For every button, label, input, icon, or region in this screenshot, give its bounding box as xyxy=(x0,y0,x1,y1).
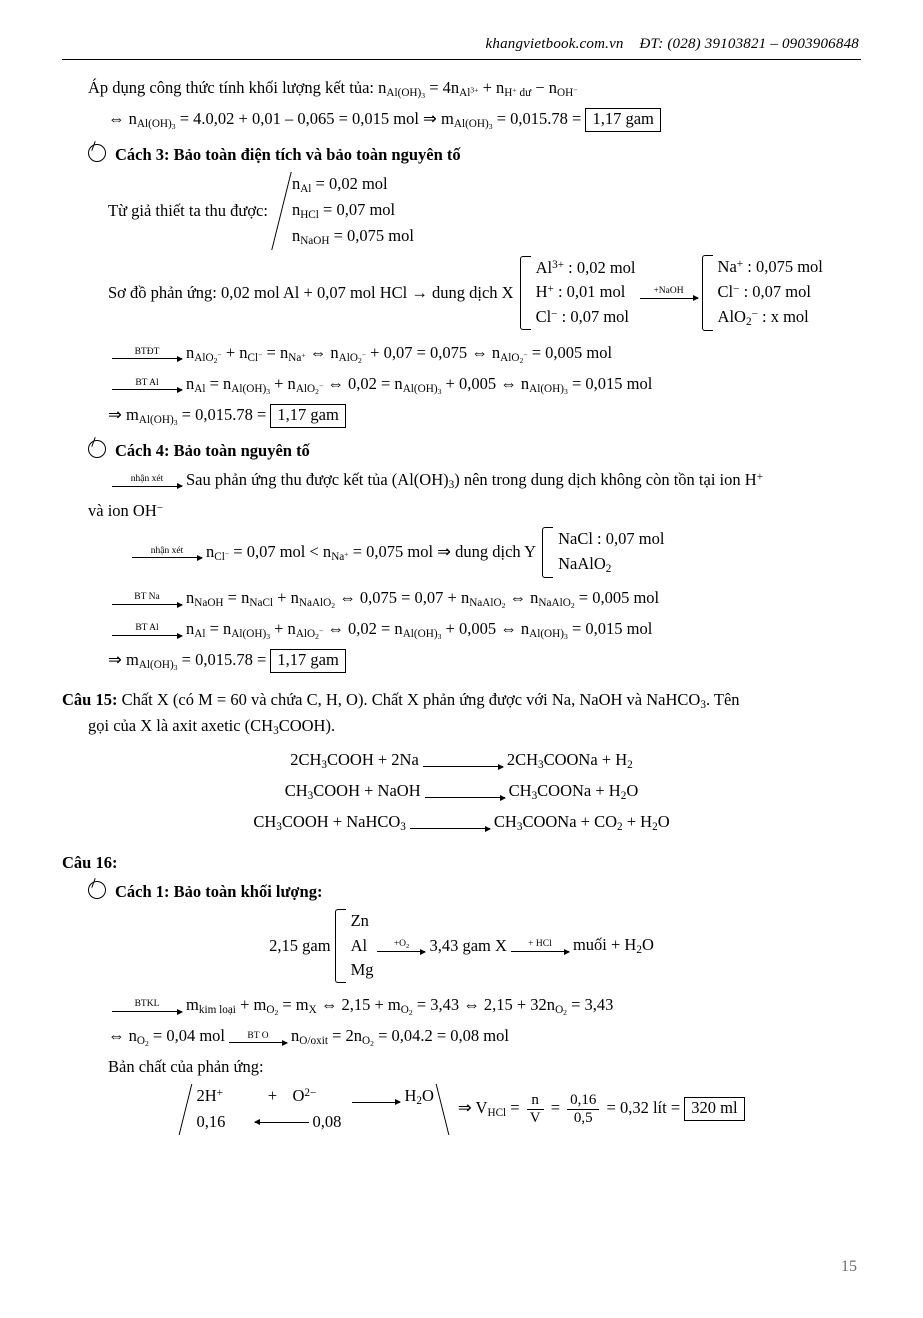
arrow-shaft-icon xyxy=(352,1102,400,1103)
dungdich-y-row-1: NaCl : 0,07 mol xyxy=(558,529,665,549)
mass-215-label: 2,15 gam xyxy=(269,936,331,956)
arrow-btal-2: BT Al xyxy=(112,624,182,636)
arrow-btal: BT Al xyxy=(112,379,182,391)
page-header xyxy=(62,36,861,59)
scheme-x-rows xyxy=(536,256,636,330)
brace-icon xyxy=(702,255,713,330)
arrow-shaft-icon xyxy=(511,951,569,952)
apply-formula-text: Áp dụng công thức tính khối lượng kết tủa: xyxy=(88,78,374,97)
reaction-3-rhs: $CH_3COONa + CO_2 + H_2O$ xyxy=(493,812,670,834)
arrow-shaft-icon xyxy=(640,298,698,299)
arrow-shaft-icon xyxy=(112,1011,182,1012)
cau15-label: Câu 15: xyxy=(62,690,118,710)
no2-line xyxy=(62,1024,861,1050)
scheme-216 xyxy=(62,909,861,983)
btdt-line xyxy=(62,341,861,367)
nhanxet-text: Sau phản ứng thu được kết tủa $(Al(OH)_3)$ nên trong dung dịch không còn tồn tại ion H+ xyxy=(186,469,764,491)
arrow-naoh: +NaOH xyxy=(640,287,698,299)
btkl-equation: $m_{kim loại} + m_{O_2} = m_X$ ⇔ $2,15 + m_{O_2} = 3,43$ ⇔ $2,15 + 32n_{O_2} = 3,43$ xyxy=(186,995,614,1018)
no-equation: $n_{O/oxit} = 2n_{O_2} = 0,04.2 = 0,08$ mol xyxy=(291,1026,509,1049)
no2-equation: ⇔ $n_{O_2} = 0,04$ mol xyxy=(108,1026,226,1049)
metal-row-al: Al xyxy=(350,935,368,955)
dungdich-y-row-2: NaAlO$_2$ xyxy=(558,554,612,576)
final-row-1: 2H+ + $O^{2-}$ $H_2O$ xyxy=(196,1085,434,1107)
arrow-shaft-icon xyxy=(112,604,182,605)
arrow-shaft-icon xyxy=(425,797,505,798)
arrow-o2-label: $+O_2$ xyxy=(393,938,410,950)
vhcl-equation: ⇒ $V_{HCl}$ = $\frac{n}{V}$ = $\frac{0,16}{0,5}$ = 0,32 lít = 320 ml xyxy=(458,1092,745,1126)
given-brace-group xyxy=(274,172,414,250)
fraction-016-05: $\frac{0,16}{0,5}$ xyxy=(567,1092,599,1126)
given-row-al: $n_{Al} = 0,02$ mol xyxy=(291,174,388,196)
arrow-nhanxet-2: nhận xét xyxy=(132,547,202,559)
arrow-reaction-2 xyxy=(425,787,505,799)
brace-icon xyxy=(335,909,346,983)
bullet-icon xyxy=(88,144,106,162)
brace-icon xyxy=(274,172,288,250)
given-rows xyxy=(292,172,414,250)
arrow-shaft-icon xyxy=(112,358,182,359)
arrow-btkl: BTKL xyxy=(112,1000,182,1012)
arrow-shaft-icon xyxy=(377,951,425,952)
scheme-x-group xyxy=(520,256,636,330)
btna-line xyxy=(62,586,861,612)
heading-cach3 xyxy=(62,142,861,165)
cau16-label: Câu 16: xyxy=(62,852,118,872)
scheme-x-row-2: H+ : 0,01 mol xyxy=(535,282,626,302)
metals-group xyxy=(335,909,374,983)
btal-equation: $n_{Al} = n_{Al(OH)_3} + n_{AlO_2^-}$ ⇔ $0,02 = n_{Al(OH)_3} + 0,005$ ⇔ $n_{Al(OH)_3} = 0,015$ mol xyxy=(186,373,653,396)
banchat-line: Bản chất của phản ứng: xyxy=(108,1057,264,1077)
apply-formula-line xyxy=(62,76,861,102)
arrow-shaft-icon xyxy=(132,557,202,558)
cau15-text: Chất X (có M = 60 và chứa C, H, O). Chất X phản ứng được với Na, NaOH và NaHCO$_3$. Tên gọi của X là axit axetic $(CH_3COOH)$. xyxy=(88,690,740,738)
bullet-icon xyxy=(88,881,106,899)
arrow-shaft-icon xyxy=(112,635,182,636)
btna-equation: $n_{NaOH} = n_{NaCl} + n_{NaAlO_2}$ ⇔ $0,075 = 0,07 + n_{NaAlO_2}$ ⇔ $n_{NaAlO_2} = 0,005$ mol xyxy=(186,587,660,611)
bullet-icon xyxy=(88,440,106,458)
cau15-block xyxy=(62,688,861,740)
arrow-left-icon xyxy=(255,1122,309,1123)
arrow-hcl: + HCl xyxy=(511,940,569,952)
mid-text: 3,43 gam X xyxy=(429,936,507,956)
brace-icon-right xyxy=(436,1084,450,1135)
answer-box-117-a: 1,17 gam xyxy=(585,108,660,132)
btal-line xyxy=(62,372,861,398)
page-number: 15 xyxy=(841,1258,857,1275)
arrow-shaft-icon xyxy=(112,389,182,390)
arrow-final xyxy=(352,1091,400,1103)
arrow-bto: BT O xyxy=(229,1032,287,1044)
btal2-line xyxy=(62,617,861,643)
heading-cach1 xyxy=(62,879,861,902)
scheme-x-row-3: Cl− : 0,07 mol xyxy=(535,307,630,327)
fraction-n-v: $\frac{n}{V}$ xyxy=(527,1092,544,1126)
reaction-3-lhs: $CH_3COOH$ + NaHCO$_3$ xyxy=(253,812,406,834)
arrow-reaction-3 xyxy=(410,818,490,830)
final-row-2: 0,16 0,08 xyxy=(196,1111,342,1131)
reaction-1 xyxy=(62,748,861,774)
scheme-y-row-2: Cl− : 0,07 mol xyxy=(717,281,811,301)
final-rows xyxy=(196,1084,433,1135)
arrow-nhanxet: nhận xét xyxy=(112,475,182,487)
scheme-y-row-1: Na+ : 0,075 mol xyxy=(717,257,823,277)
scheme-label: Sơ đồ phản ứng: 0,02 mol Al + 0,07 mol HCl → dung dịch X xyxy=(108,283,514,303)
arrow-reaction-1 xyxy=(423,756,503,768)
header-divider xyxy=(62,59,861,60)
metal-row-mg: Mg xyxy=(350,960,374,980)
metal-row-zn: Zn xyxy=(350,910,369,930)
reaction-1-rhs: $2CH_3COONa + H_2$ xyxy=(506,750,633,772)
nhanxet-line xyxy=(62,468,861,494)
nhanxet-text-2: và ion OH− xyxy=(88,500,164,520)
nhanxet2-line xyxy=(62,527,861,578)
equation-line-1: ⇔ $n_{Al(OH)_3} = 4.0,02 + 0,01 - 0,065 = 0,015$ mol ⇒ $m_{Al(OH)_3} = 0,015.78 = 1,17$ gam xyxy=(62,107,861,133)
cach3-title: Cách 3: Bảo toàn điện tích và bảo toàn nguyên tố xyxy=(115,145,461,165)
right-text: muối + $H_2O$ xyxy=(572,935,654,957)
answer-box-320: 320 ml xyxy=(684,1097,744,1121)
final-block xyxy=(62,1084,861,1135)
given-label: Từ giả thiết ta thu được: xyxy=(108,201,268,221)
cach4-title: Cách 4: Bảo toàn nguyên tố xyxy=(115,440,310,460)
btkl-line xyxy=(62,993,861,1019)
formula-nAlOH3: $n_{Al(OH)_3} = 4n_{Al^{3+}} + n_{H^+ dư} - n_{OH^-}$ xyxy=(378,78,578,101)
m-result-line-1: ⇒ $m_{Al(OH)_3} = 0,015.78 = 1,17$ gam xyxy=(62,403,861,429)
given-row-naoh: $n_{NaOH} = 0,075$ mol xyxy=(291,226,414,248)
dungdich-y-rows xyxy=(558,527,664,578)
arrow-o2 xyxy=(377,940,425,952)
cach1-title: Cách 1: Bảo toàn khối lượng: xyxy=(115,881,323,901)
arrow-shaft-icon xyxy=(423,766,503,767)
given-values-block xyxy=(62,172,861,250)
scheme-y-rows xyxy=(718,255,823,330)
final-brace-group xyxy=(178,1084,453,1135)
header-site: khangvietbook.com.vn xyxy=(485,36,624,52)
brace-icon xyxy=(520,256,531,330)
reaction-scheme xyxy=(62,255,861,330)
scheme-y-group xyxy=(702,255,823,330)
arrow-shaft-icon xyxy=(112,486,182,487)
arrow-btdt: BTĐT xyxy=(112,348,182,360)
arrow-btna: BT Na xyxy=(112,593,182,605)
scheme-x-row-1: $Al^{3+}$ : 0,02 mol xyxy=(535,257,636,277)
answer-box-117-c: 1,17 gam xyxy=(270,649,345,673)
reaction-1-lhs: $2CH_3COOH + 2Na$ xyxy=(290,750,419,772)
brace-icon xyxy=(542,527,553,578)
metals-rows xyxy=(351,909,374,983)
btal2-equation: $n_{Al} = n_{Al(OH)_3} + n_{AlO_2^-}$ ⇔ $0,02 = n_{Al(OH)_3} + 0,005$ ⇔ $n_{Al(OH)_3} = 0,015$ mol xyxy=(186,619,653,642)
btdt-equation: $n_{AlO_2^-} + n_{Cl^-} = n_{Na^+}$ ⇔ $n_{AlO_2^-} + 0,07 = 0,075$ ⇔ $n_{AlO_2^-} = 0,005$ mol xyxy=(186,342,613,365)
reaction-2-rhs: $CH_3COONa + H_2O$ xyxy=(508,781,639,803)
answer-box-117-b: 1,17 gam xyxy=(270,404,345,428)
arrow-shaft-icon xyxy=(410,828,490,829)
reaction-2 xyxy=(62,779,861,805)
m-result-line-2: ⇒ $m_{Al(OH)_3} = 0,015.78 = 1,17$ gam xyxy=(62,648,861,674)
dungdich-y-group xyxy=(542,527,664,578)
heading-cach4 xyxy=(62,438,861,461)
header-phone: ĐT: (028) 39103821 – 0903906848 xyxy=(639,36,859,52)
arrow-shaft-icon xyxy=(229,1042,287,1043)
reaction-3 xyxy=(62,810,861,836)
scheme-y-row-3: AlO$_2$− : x mol xyxy=(717,306,809,328)
reaction-2-lhs: $CH_3COOH$ + NaOH xyxy=(284,781,421,803)
given-row-hcl: $n_{HCl} = 0,07$ mol xyxy=(291,200,396,222)
nhanxet2-equation: $n_{Cl^-} = 0,07$ mol < $n_{Na^+} = 0,075$ mol ⇒ dung dịch Y xyxy=(206,541,537,563)
brace-icon xyxy=(178,1084,192,1135)
